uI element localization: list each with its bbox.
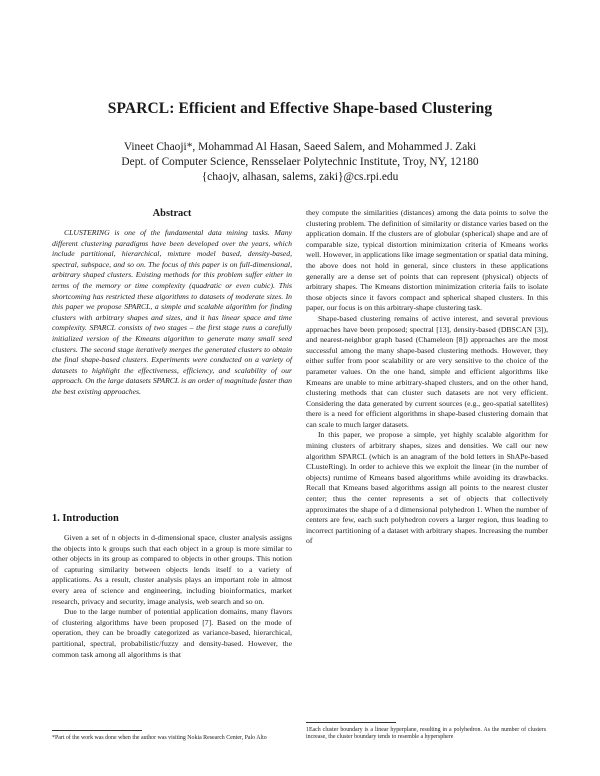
footnote-rule bbox=[52, 730, 142, 731]
footnote-right: 1Each cluster boundary is a linear hyperplane, resulting in a polyhedron. As the number of clusters increase, the cluster boundary tends to resemble a hypersphere bbox=[306, 727, 546, 741]
abstract-body bbox=[52, 228, 292, 398]
paragraph: Shape-based clustering remains of active interest, and several previous approaches have been proposed; spectral [13], density-based (DBSCAN [3]), and nearest-neighbor graph based (Chameleon [8]) approaches are the most successful among the many shape-based clustering methods. However, they either suffer from poor scalability or are very sensitive to the choice of the parameter values. On the one hand, simple and efficient algorithms like Kmeans are unable to mine arbitrary-shaped clusters, and on the other hand, clustering methods that can cluster such datasets are not very efficient. Considering the data generated by current sources (e.g., geo-spatial satellites) there is a need for efficient algorithms in shape-based clustering domain that can scale to much larger datasets. bbox=[306, 313, 548, 429]
email-list: {chaojv, alhasan, salems, zaki}@cs.rpi.edu bbox=[201, 171, 399, 183]
paper-title: SPARCL: Efficient and Effective Shape-based Clustering bbox=[107, 100, 493, 117]
abstract-heading: Abstract bbox=[152, 208, 192, 219]
affiliation: Dept. of Computer Science, Rensselaer Polytechnic Institute, Troy, NY, 12180 bbox=[121, 156, 479, 168]
paragraph: they compute the similarities (distances) among the data points to solve the clustering problem. The definition of similarity or distance varies based on the application domain. If the clusters are of globular (spherical) shape and are of comparable size, typical distortion minimization criteria of Kmeans works well. However, in applications like image segmentation or spatial data mining, the above does not hold in general, since clusters in these applications generally are a dense set of points that can represent (physical) objects of arbitrary shapes. The Kmeans distortion minimization criteria fails to isolate those objects since it favors compact and spherical shaped clusters. In this paper, our focus is on this arbitrary-shape clustering task. bbox=[306, 208, 548, 313]
footnote-left: *Part of the work was done when the author was visiting Nokia Research Center, Palo Alto bbox=[52, 735, 267, 741]
paragraph: Given a set of n objects in d-dimensional space, cluster analysis assigns the objects into k groups such that each object in a group is more similar to other objects in its group as compared to objects in other groups. This notion of capturing similarity between objects lends itself to a variety of applications. As a result, cluster analysis plays an important role in almost every area of science and engineering, including bioinformatics, market research, privacy and security, image analysis, web search and so on. bbox=[52, 533, 292, 606]
paragraph: Due to the large number of potential application domains, many flavors of clustering algorithms have been proposed [7]. Based on the mode of operation, they can be broadly categorized as variance-based, hierarchical, partitional, spectral, probabilistic/fuzzy and density-based. However, the common task among all algorithms is that bbox=[52, 607, 292, 659]
paragraph: In this paper, we propose a simple, yet highly scalable algorithm for mining clusters of arbitrary shapes, sizes and densities. We call our new algorithm SPARCL (which is an anagram of the bold letters in ShAPe-based CLusteRing). In order to achieve this we exploit the linear (in the number of objects) runtime of Kmeans based algorithms while avoiding its drawbacks. Recall that Kmeans based algorithms assign all points to the nearest cluster center; thus the center represents a set of objects that collectively approximates the shape of a d dimensional polyhedron 1. When the number of centers are few, each such polyhedron covers a larger region, thus leading to incorrect partitioning of a dataset with arbitrary shapes. Increasing the number of bbox=[306, 430, 548, 546]
right-column-body bbox=[306, 208, 548, 547]
abstract-text: CLUSTERING is one of the fundamental data mining tasks. Many different clustering paradigms have been developed over the years, which include partitional, hierarchical, mixture model based, density-based, spectral, subspace, and so on. The focus of this paper is on full-dimensional, arbitrary shaped clusters. Existing methods for this problem suffer either in terms of the memory or time complexity (quadratic or even cubic). This shortcoming has restricted these algorithms to datasets of moderate sizes. In this paper we propose SPARCL, a simple and scalable algorithm for finding clusters with arbitrary shapes and sizes, and it has linear space and time complexity. SPARCL consists of two stages – the first stage runs a carefully initialized version of the Kmeans algorithm to generate many small seed clusters. The second stage iteratively merges the generated clusters to obtain the final shape-based clusters. Experiments were conducted on a variety of datasets to highlight the effectiveness, efficiency, and scalability of our approach. On the large datasets SPARCL is an order of magnitude faster than the best existing approaches. bbox=[52, 228, 292, 396]
author-list: Vineet Chaoji*, Mohammad Al Hasan, Saeed Salem, and Mohammed J. Zaki bbox=[123, 141, 477, 153]
section-heading-introduction: 1. Introduction bbox=[52, 513, 119, 524]
footnote-rule bbox=[306, 722, 396, 723]
introduction-body bbox=[52, 533, 292, 660]
